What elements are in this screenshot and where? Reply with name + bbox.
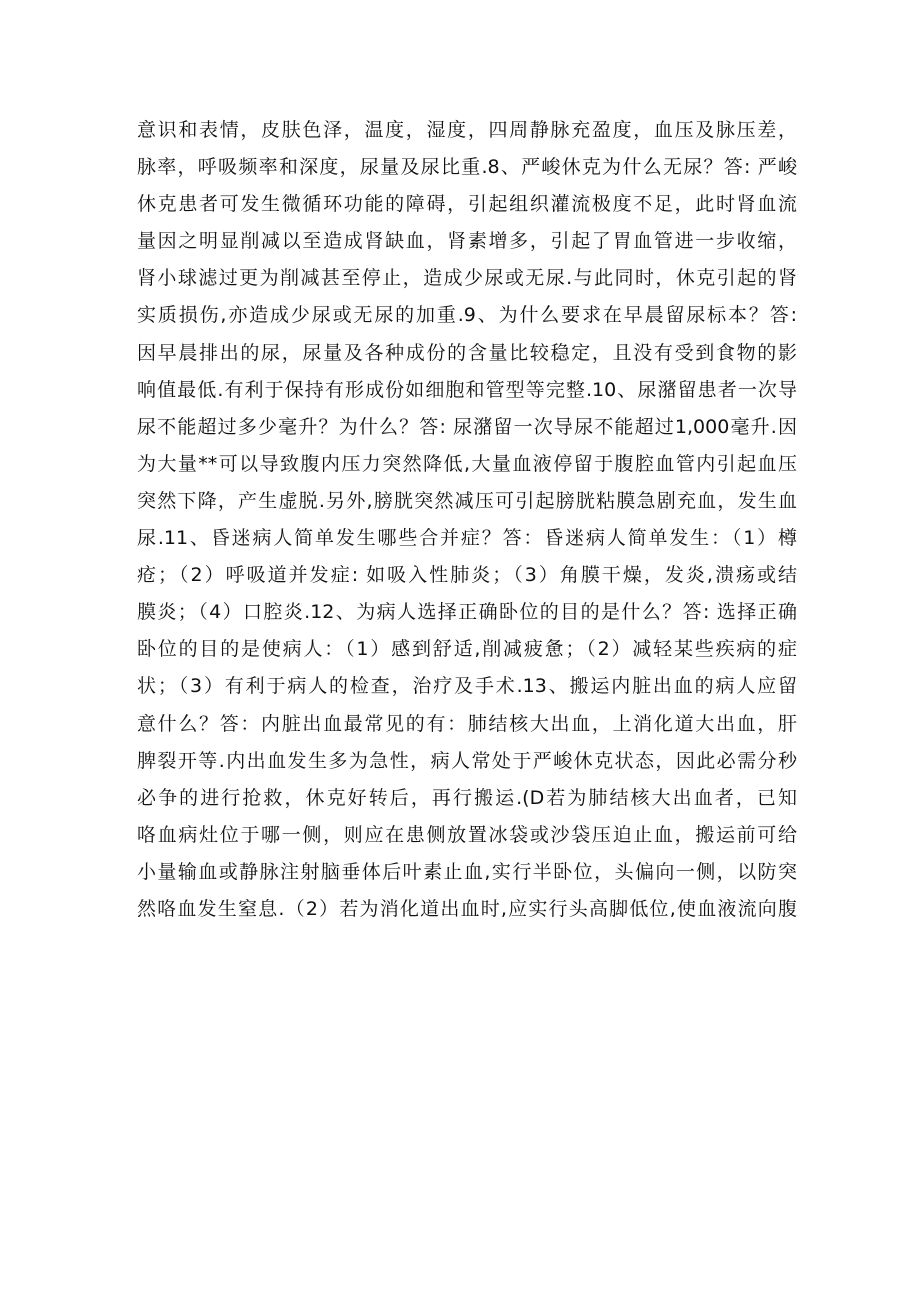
text-line: 休克患者可发生微循环功能的障碍，引起组织灌流极度不足，此时肾血流 — [137, 193, 797, 216]
text-line: 为大量**可以导致腹内压力突然降低,大量血液停留于腹腔血管内引起血压 — [137, 452, 797, 475]
text-line: 量因之明显削减以至造成肾缺血，肾素增多，引起了胃血管进一步收缩， — [137, 230, 797, 253]
text-line: 脾裂开等.内出血发生多为急性，病人常处于严峻休克状态，因此必需分秒 — [137, 749, 797, 772]
text-line: 响值最低.有利于保持有形成份如细胞和管型等完整.10、尿潴留患者一次导 — [137, 378, 797, 401]
text-line: 卧位的目的是使病人：（1）感到舒适,削减疲惫；（2）减轻某些疾病的症 — [137, 638, 797, 661]
text-line: 尿不能超过多少毫升？为什么？答: 尿潴留一次导尿不能超过1,000毫升.因 — [137, 415, 797, 438]
text-line: 膜炎；（4）口腔炎.12、为病人选择正确卧位的目的是什么？答: 选择正确 — [137, 601, 797, 624]
text-line: 咯血病灶位于哪一侧，则应在患侧放置冰袋或沙袋压迫止血，搬运前可给 — [137, 823, 797, 846]
text-line: 实质损伤,亦造成少尿或无尿的加重.9、为什么要求在早晨留尿标本？答: — [137, 304, 797, 327]
text-line: 状；（3）有利于病人的检查，治疗及手术.13、搬运内脏出血的病人应留 — [137, 675, 797, 698]
document-body — [137, 112, 797, 928]
text-line: 意什么？答：内脏出血最常见的有：肺结核大出血，上消化道大出血，肝 — [137, 712, 797, 735]
text-line: 脉率，呼吸频率和深度，尿量及尿比重.8、严峻休克为什么无尿？答: 严峻 — [137, 156, 797, 179]
text-line: 意识和表情，皮肤色泽，温度，湿度，四周静脉充盈度，血压及脉压差， — [137, 119, 797, 141]
text-line: 因早晨排出的尿，尿量及各种成份的含量比较稳定，且没有受到食物的影 — [137, 341, 797, 364]
text-line: 肾小球滤过更为削减甚至停止，造成少尿或无尿.与此同时，休克引起的肾 — [137, 267, 797, 290]
text-line: 尿.11、昏迷病人简单发生哪些合并症？答：昏迷病人简单发生：（1）樽 — [137, 527, 797, 550]
text-line: 突然下降，产生虚脱.另外,膀胱突然减压可引起膀胱粘膜急剧充血，发生血 — [137, 489, 797, 512]
text-line: 疮；（2）呼吸道并发症: 如吸入性肺炎；（3）角膜干燥，发炎,溃疡或结 — [137, 564, 797, 587]
text-line: 必争的进行抢救，休克好转后，再行搬运.(D若为肺结核大出血者，已知 — [137, 786, 797, 809]
text-line: 小量输血或静脉注射脑垂体后叶素止血,实行半卧位，头偏向一侧，以防突 — [137, 860, 797, 883]
text-line: 然咯血发生窒息.（2）若为消化道出血时,应实行头高脚低位,使血液流向腹 — [137, 897, 797, 920]
